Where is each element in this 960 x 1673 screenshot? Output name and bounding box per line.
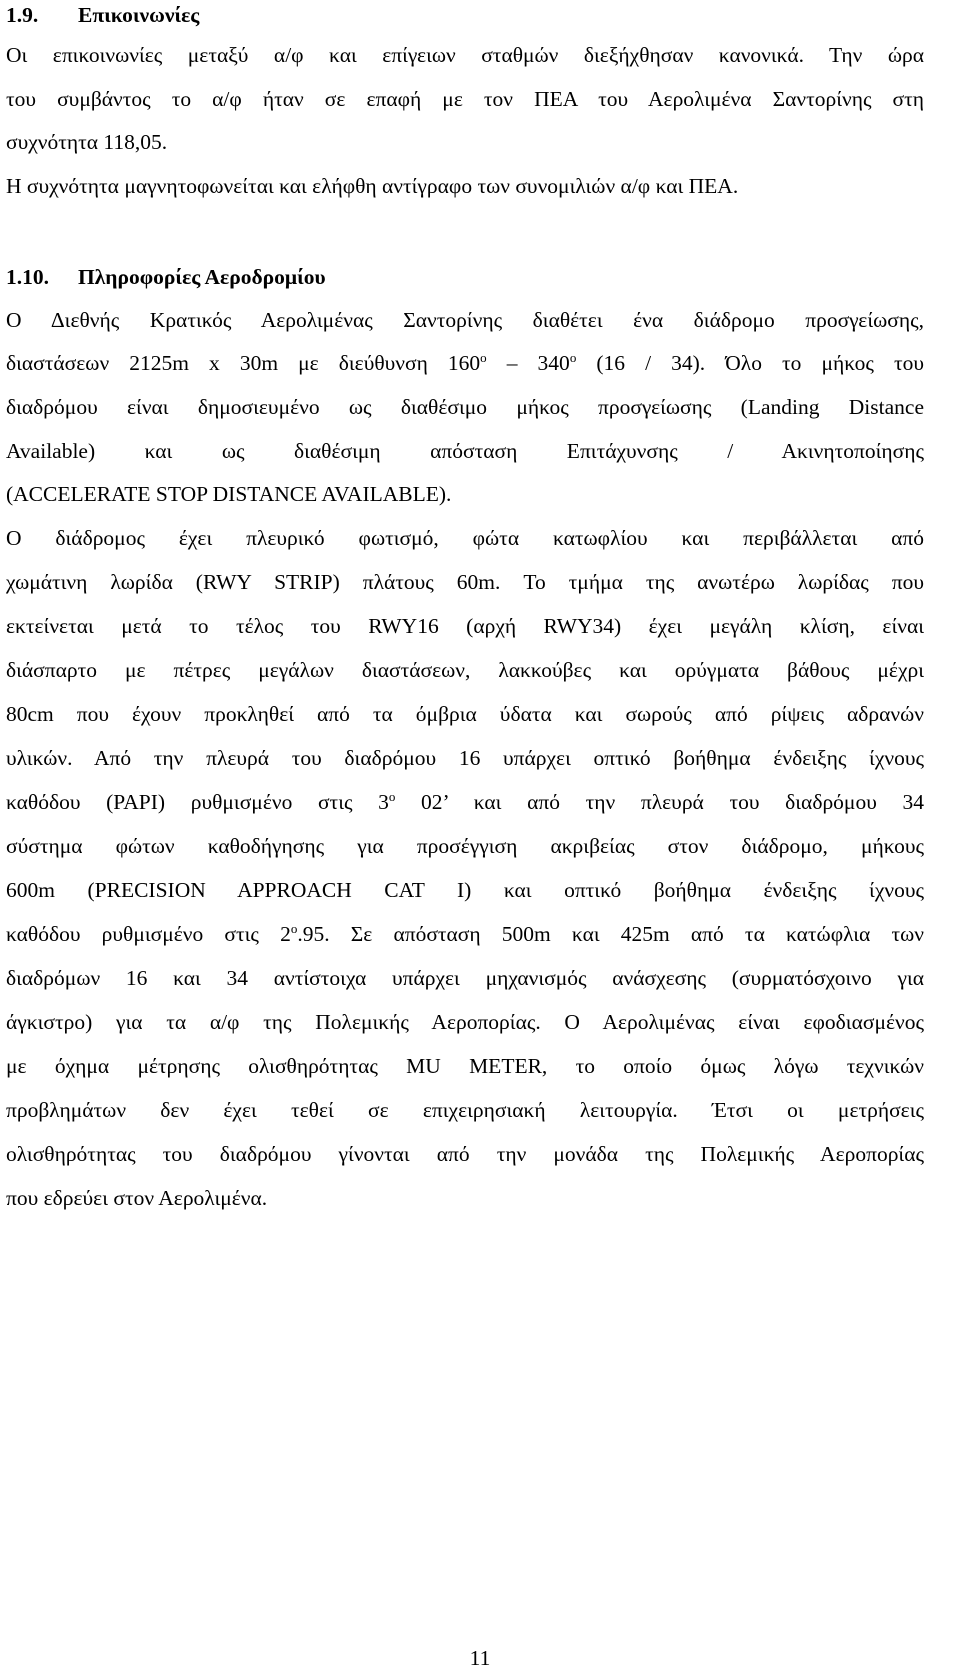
section-1-10-line-14: 600m (PRECISION APPROACH CAT I) και οπτικό βοήθημα ένδειξης ίχνους	[6, 878, 924, 902]
degree-superscript-4: ο	[290, 921, 298, 937]
section-1-10-number: 1.10.	[6, 265, 49, 289]
section-1-10-line-13: σύστημα φώτων καθοδήγησης για προσέγγιση ακριβείας στον διάδρομο, μήκους	[6, 834, 924, 858]
section-1-9-line-4: Η συχνότητα μαγνητοφωνείται και ελήφθη αντίγραφο των συνομιλιών α/φ και ΠΕΑ.	[6, 174, 739, 198]
section-1-10-line-21: που εδρεύει στον Αερολιμένα.	[6, 1186, 268, 1210]
section-1-10-line-1: Ο Διεθνής Κρατικός Αερολιμένας Σαντορίνης διαθέτει ένα διάδρομο προσγείωσης,	[6, 308, 924, 332]
section-1-10-line-7: χωμάτινη λωρίδα (RWY STRIP) πλάτους 60m. Το τμήμα της ανωτέρω λωρίδας που	[6, 570, 924, 594]
line-2-part-c: (16 / 34). Όλο το μήκος του	[576, 351, 924, 375]
section-1-10-line-19: προβλημάτων δεν έχει τεθεί σε επιχειρησιακή λειτουργία. Έτσι οι μετρήσεις	[6, 1098, 924, 1122]
section-1-10-line-18: με όχημα μέτρησης ολισθηρότητας MU METER, το οποίο όμως λόγω τεχνικών	[6, 1054, 924, 1078]
section-1-10-line-3: διαδρόμου είναι δημοσιευμένο ως διαθέσιμο μήκος προσγείωσης (Landing Distance	[6, 395, 924, 419]
section-1-10-line-9: διάσπαρτο με πέτρες μεγάλων διαστάσεων, λακκούβες και ορύγματα βάθους μέχρι	[6, 658, 924, 682]
section-1-10-line-8: εκτείνεται μετά το τέλος του RWY16 (αρχή RWY34) έχει μεγάλη κλίση, είναι	[6, 614, 924, 638]
section-1-10-line-20: ολισθηρότητας του διαδρόμου γίνονται από την μονάδα της Πολεμικής Αεροπορίας	[6, 1142, 924, 1166]
line-15-part-a: καθόδου ρυθμισμένο στις 2	[6, 922, 291, 946]
line-15-part-b: .95. Σε απόσταση 500m και 425m από τα κατώφλια των	[297, 922, 924, 946]
section-1-10-line-6: Ο διάδρομος έχει πλευρικό φωτισμό, φώτα κατωφλίου και περιβάλλεται από	[6, 526, 924, 550]
section-1-10-line-17: άγκιστρο) για τα α/φ της Πολεμικής Αεροπορίας. Ο Αερολιμένας είναι εφοδιασμένος	[6, 1010, 924, 1034]
section-1-9-title: Επικοινωνίες	[78, 3, 200, 27]
line-12-part-a: καθόδου (PAPI) ρυθμισμένο στις 3	[6, 790, 389, 814]
degree-superscript-1: ο	[480, 350, 487, 366]
section-1-10-line-4: Available) και ως διαθέσιμη απόσταση Επιτάχυνσης / Ακινητοποίησης	[6, 439, 924, 463]
section-1-10-line-5: (ACCELERATE STOP DISTANCE AVAILABLE).	[6, 482, 452, 506]
section-1-10-line-10: 80cm που έχουν προκληθεί από τα όμβρια ύδατα και σωρούς από ρίψεις αδρανών	[6, 702, 924, 726]
section-1-10-line-15	[6, 919, 924, 949]
section-1-9-line-3: συχνότητα 118,05.	[6, 130, 168, 154]
section-1-10-line-11: υλικών. Από την πλευρά του διαδρόμου 16 υπάρχει οπτικό βοήθημα ένδειξης ίχνους	[6, 746, 924, 770]
section-1-9-line-2: του συμβάντος το α/φ ήταν σε επαφή με τον ΠΕΑ του Αερολιμένα Σαντορίνης στη	[6, 87, 924, 111]
section-1-10-title: Πληροφορίες Αεροδρομίου	[78, 265, 326, 289]
degree-superscript-2: ο	[569, 350, 577, 366]
line-12-part-b: 02’ και από την πλευρά του διαδρόμου 34	[395, 790, 924, 814]
section-1-9-line-1: Οι επικοινωνίες μεταξύ α/φ και επίγειων σταθμών διεξήχθησαν κανονικά. Την ώρα	[6, 43, 924, 67]
degree-superscript-3: ο	[388, 789, 396, 805]
section-1-10-line-2	[6, 348, 924, 378]
section-1-10-line-12	[6, 787, 924, 817]
line-2-part-b: – 340	[486, 351, 570, 375]
section-1-9-number: 1.9.	[6, 3, 39, 27]
page-number: 11	[469, 1646, 491, 1670]
section-1-10-line-16: διαδρόμων 16 και 34 αντίστοιχα υπάρχει μηχανισμός ανάσχεσης (συρματόσχοινο για	[6, 966, 924, 990]
line-2-part-a: διαστάσεων 2125m x 30m με διεύθυνση 160	[6, 351, 481, 375]
